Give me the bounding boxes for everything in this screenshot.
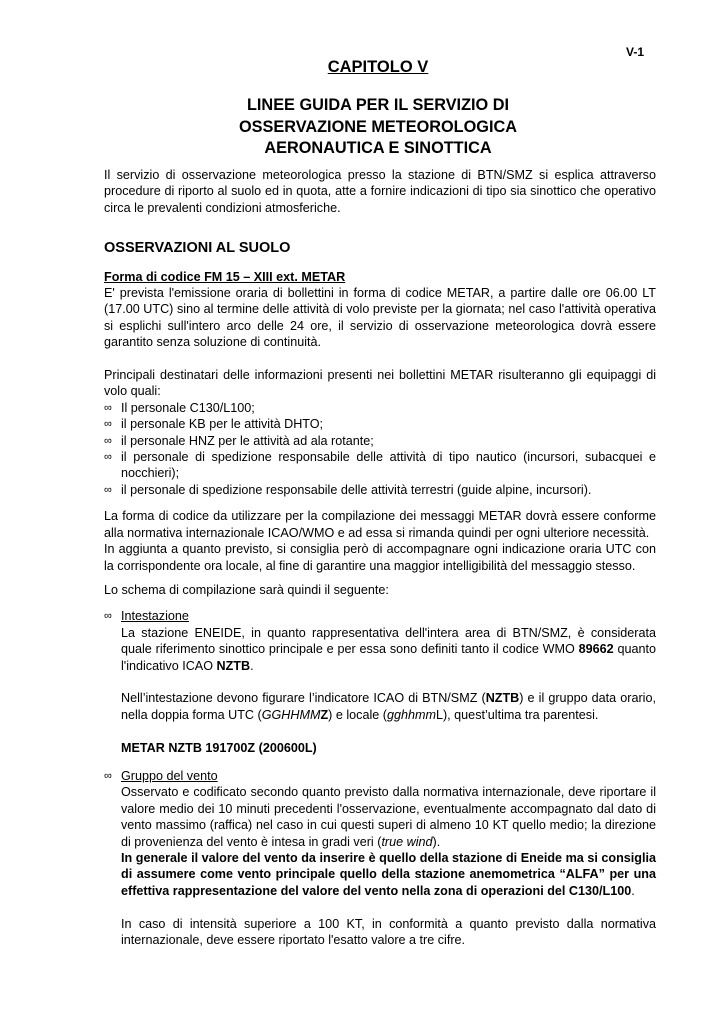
text: La stazione ENEIDE, in quanto rappresentativa dell'intera area di BTN/SMZ, è considerata quale riferimento sinottico principale e per essa sono definiti tanto il codice WMO xyxy=(121,625,656,657)
paragraph xyxy=(121,784,656,850)
icao-code: NZTB xyxy=(485,691,520,706)
text: . xyxy=(250,658,254,673)
list-item-text: il personale di spedizione responsabile delle attività di tipo nautico (incursori, subacquei e nocchieri); xyxy=(121,450,656,481)
title-line: LINEE GUIDA PER IL SERVIZIO DI xyxy=(246,96,510,114)
local-format: gghhmm xyxy=(386,707,436,722)
text: Nell’intestazione devono figurare l’indicatore ICAO di BTN/SMZ ( xyxy=(121,691,486,706)
schema-list xyxy=(104,608,656,948)
list-item xyxy=(104,400,656,416)
paragraph xyxy=(121,625,656,674)
paragraph: In aggiunta a quanto previsto, si consiglia però di accompagnare ogni indicazione oraria UTC con la corrispondente ora locale, al fine di garantire una maggior intelligibilità del messaggio stesso. xyxy=(104,542,656,573)
bullet-icon: ∞ xyxy=(104,401,112,414)
section-heading: OSSERVAZIONI AL SUOLO xyxy=(104,240,291,257)
text: quanto l'indicativo ICAO xyxy=(121,642,656,673)
item-label: Intestazione xyxy=(121,609,189,624)
text: ) e locale ( xyxy=(328,707,387,722)
recipients-list xyxy=(104,400,656,498)
list-item-text: il personale di spedizione responsabile delle attività terrestri (guide alpine, incursori). xyxy=(121,482,592,497)
bullet-icon: ∞ xyxy=(104,434,112,447)
chapter-title xyxy=(0,95,724,160)
title-line: OSSERVAZIONE METEOROLOGICA xyxy=(238,117,517,136)
text: ). xyxy=(432,834,441,849)
metar-example: METAR NZTB 191700Z (200600L) xyxy=(121,740,317,755)
paragraph: Principali destinatari delle informazioni presenti nei bollettini METAR risulteranno gli equipaggi di volo quali: xyxy=(104,368,656,399)
text: In generale il valore del vento da inserire è quello della stazione di Eneide ma si consiglia di assumere come vento principale quello della stazione anemometrica “ALFA” per una effettiva rappresentazione del valore del vento nella zona di operazioni del C130/L100 xyxy=(121,850,656,898)
list-item-text: il personale HNZ per le attività ad ala rotante; xyxy=(121,433,374,448)
paragraph: Lo schema di compilazione sarà quindi il seguente: xyxy=(104,582,389,597)
chapter-heading xyxy=(0,58,724,77)
text: L xyxy=(435,707,443,722)
document-body xyxy=(104,167,656,948)
list-item-text: Il personale C130/L100; xyxy=(121,400,255,415)
paragraph: E' prevista l'emissione oraria di bollettini in forma di codice METAR, a partire dalle ore 06.00 LT (17.00 UTC) sino al termine delle attività di volo previste per la giornata; nel caso l'attività operativa si esplichi sull'intero arco delle 24 ore, il servizio di osservazione meteorologica dovrà essere garantito senza soluzione di continuità. xyxy=(104,286,656,350)
paragraph-bold xyxy=(121,850,656,899)
paragraph: La forma di codice da utilizzare per la compilazione dei messaggi METAR dovrà essere conforme alla normativa internazionale ICAO/WMO e ad essa si rimanda quindi per ogni ulteriore necessità. xyxy=(104,509,656,540)
item-label: Gruppo del vento xyxy=(121,768,218,783)
list-item xyxy=(104,416,656,432)
list-item xyxy=(104,433,656,449)
bullet-icon: ∞ xyxy=(104,483,112,496)
icao-code: NZTB xyxy=(216,658,251,673)
list-item-text: il personale KB per le attività DHTO; xyxy=(121,417,324,432)
text: . xyxy=(631,883,635,898)
list-item-intestazione xyxy=(104,608,656,756)
list-item xyxy=(104,482,656,498)
intro-paragraph: Il servizio di osservazione meteorologica presso la stazione di BTN/SMZ si esplica attraverso procedure di riporto al suolo ed in quota, atte a fornire indicazioni di tipo sia sinottico che operativo circa le prevalenti condizioni atmosferiche. xyxy=(104,168,656,215)
list-item xyxy=(104,449,656,482)
title-line: AERONAUTICA E SINOTTICA xyxy=(264,139,492,157)
text: Osservato e codificato secondo quanto previsto dalla normativa internazionale, deve riportare il valore medio dei 10 minuti precedenti l'osservazione, eventualmente accompagnato dal dato di vento massimo (raffica) nel caso in cui questi superi di almeno 10 KT quello medio; la direzione di provenienza del vento è intesa in gradi veri ( xyxy=(121,785,656,849)
bullet-icon: ∞ xyxy=(104,451,112,464)
bullet-icon: ∞ xyxy=(104,769,112,782)
text: ), quest’ultima tra parentesi. xyxy=(442,707,599,722)
text: ) e il gruppo data orario, nella doppia forma UTC ( xyxy=(121,691,656,722)
chapter-text: CAPITOLO V xyxy=(327,58,429,76)
utc-format: GGHHMM xyxy=(261,707,321,722)
paragraph xyxy=(121,690,656,723)
list-item-vento xyxy=(104,768,656,948)
page-number: V-1 xyxy=(626,45,645,59)
bullet-icon: ∞ xyxy=(104,610,112,623)
bullet-icon: ∞ xyxy=(104,418,112,431)
subheading: Forma di codice FM 15 – XIII ext. METAR xyxy=(104,269,346,284)
text: true wind xyxy=(381,834,433,849)
paragraph: In caso di intensità superiore a 100 KT, in conformità a quanto previsto dalla normativa internazionale, deve essere riportato l'esatto valore a tre cifre. xyxy=(121,916,656,947)
text: Z xyxy=(320,707,329,722)
wmo-code: 89662 xyxy=(578,642,614,657)
